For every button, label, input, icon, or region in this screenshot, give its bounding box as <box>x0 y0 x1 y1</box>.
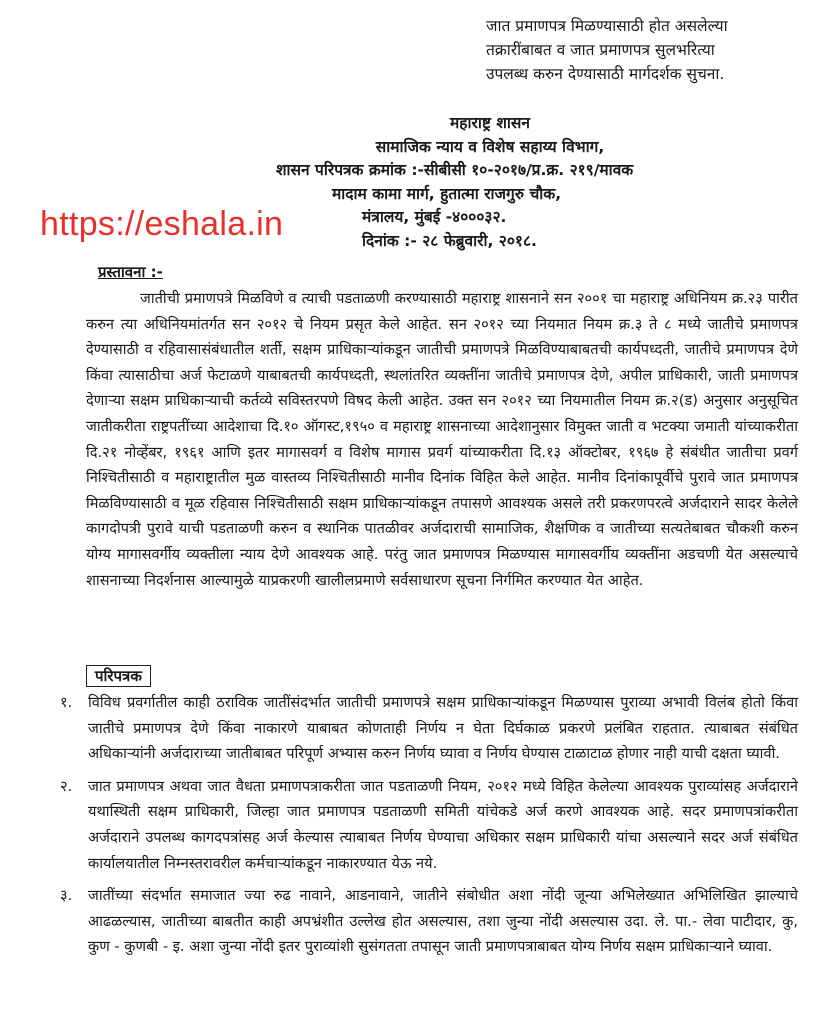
city-line: मंत्रालय, मुंबई -४०००३२. <box>362 208 507 226</box>
govt-name: महाराष्ट्र शासन <box>450 114 530 132</box>
address-line: मादाम कामा मार्ग, हुतात्मा राजगुरु चौक, <box>332 184 562 203</box>
date-line: दिनांक :- २८ फेब्रुवारी, २०१८. <box>362 231 537 250</box>
circular-item <box>60 774 798 876</box>
item-text: जातींच्या संदर्भात समाजात ज्या रुढ नावाने, आडनावाने, जातीने संबोधीत अशा नोंदी जून्या अभिलेख्यात अभिलिखित झाल्याचे आढळल्यास, जातीच्या बाबतीत काही अपभ्रंशीत उल्लेख होत असल्यास, तशा जुन्या नोंदी असल्यास उदा. ले. पा.- लेवा पाटीदार, कु, कुण - कुणबी - इ. अशा जुन्या नोंदी इतर पुराव्यांशी सुसंगतता तपासून जाती प्रमाणपत्राबाबत योग्य निर्णय सक्षम प्राधिकाऱ्याने घ्यावा. <box>88 887 798 956</box>
preamble-text: जातीची प्रमाणपत्रे मिळविणे व त्याची पडताळणी करण्यासाठी महाराष्ट्र शासनाने सन २००१ चा महाराष्ट्र अधिनियम क्र.२३ पारीत करुन त्या अधिनियमांतर्गत सन २०१२ चे नियम प्रसृत केले आहेत. सन २०१२ च्या नियमात नियम क्र.३ ते ८ मध्ये जातीचे प्रमाणपत्र देण्यासाठी व रहिवासासंबंधातील शर्ती, सक्षम प्राधिकाऱ्यांकडून जातीची प्रमाणपत्रे मिळविण्याबाबतची कार्यपध्दती, जातीचे प्रमाणपत्र देणे किंवा त्यासाठीचा अर्ज फेटाळणे याबाबतची कार्यपध्दती, स्थलांतरित व्यक्तींना जातीचे प्रमाणपत्र देणे, अपील प्राधिकारी, जाती प्रमाणपत्र देणाऱ्या सक्षम प्राधिकाऱ्याची कर्तव्ये सविस्तरपणे विषद केली आहेत. उक्त सन २०१२ च्या नियमातील नियम क्र.२(ड) अनुसार अनुसूचित जातीकरीता राष्ट्रपतींच्या आदेशाचा दि.१० ऑगस्ट,१९५० व महाराष्ट्र शासनाच्या आदेशानुसार विमुक्त जाती व भटक्या जमाती यांच्याकरीता दि.२१ नोव्हेंबर, १९६१ आणि इतर मागासवर्ग व विशेष मागास प्रवर्ग यांच्याकरीता दि.१३ ऑक्टोबर, १९६७ हे संबंधीत जातीचा प्रवर्ग निश्चितीसाठी व महाराष्ट्रातील मुळ वास्तव्य निश्चितीसाठी मानीव दिनांक विहित केले आहेत. मानीव दिनांकापूर्वीचे पुरावे जात प्रमाणपत्र मिळविण्यासाठी व मूळ रहिवास निश्चितीसाठी सक्षम प्राधिकाऱ्यांकडून तपासणे आवश्यक असले तरी प्रकरणपरत्वे अर्जदाराने सादर केलेले कागदोपत्री पुरावे याची पडताळणी करुन व स्थानिक पातळीवर अर्जदाराची सामाजिक, शैक्षणिक व जातीच्या सत्यतेबाबत चौकशी करुन योग्य मागासवर्गीय व्यक्तीला न्याय देणे आवश्यक आहे. परंतु जात प्रमाणपत्र मिळण्यास मागासवर्गीय व्यक्तींना अडचणी येत असल्याचे शासनाच्या निदर्शनास आल्यामुळे याप्रकरणी खालीलप्रमाणे सर्वसाधारण सूचना निर्गमित करण्यात येत आहेत. <box>86 290 798 589</box>
subject-block <box>486 14 806 86</box>
circular-items <box>60 690 798 960</box>
subject-line: जात प्रमाणपत्र मिळण्यासाठी होत असलेल्या <box>486 17 728 35</box>
item-number: ३. <box>60 887 73 905</box>
item-number: १. <box>60 694 73 711</box>
item-text: जात प्रमाणपत्र अथवा जात वैधता प्रमाणपत्राकरीता जात पडताळणी नियम, २०१२ मध्ये विहित केलेल्या आवश्यक पुराव्यांसह अर्जदाराने यथास्थिती सक्षम प्राधिकारी, जिल्हा जात प्रमाणपत्र पडताळणी समिती यांचेकडे अर्ज करणे आवश्यक आहे. सदर प्रमाणपत्रांकरीता अर्जदाराने उपलब्ध कागदपत्रांसह अर्ज केल्यास त्याबाबत निर्णय घेण्याचा अधिकार सक्षम प्राधिकारी यांचा असल्याने सदर अर्ज संबंधित कार्यालयातील निम्नस्तरावरील कर्मचाऱ्यांकडून नाकारण्यात येऊ नये. <box>88 777 798 872</box>
item-number: २. <box>60 777 73 795</box>
circular-item <box>60 883 798 960</box>
preamble-title: प्रस्तावना :- <box>98 263 163 281</box>
letterhead <box>276 112 650 253</box>
watermark-url: https://eshala.in <box>40 205 284 243</box>
circular-number: शासन परिपत्रक क्रमांक :-सीबीसी १०-२०१७/प्र.क्र. २१९/मावक <box>276 161 634 179</box>
subject-line: उपलब्ध करुन देण्यासाठी मार्गदर्शक सुचना. <box>486 65 725 83</box>
subject-line: तक्रारींबाबत व जात प्रमाणपत्र सुलभरित्या <box>486 41 715 59</box>
preamble-body <box>86 286 798 593</box>
circular-item <box>60 690 798 767</box>
item-text: विविध प्रवर्गातील काही ठराविक जातींसंदर्भात जातीची प्रमाणपत्रे सक्षम प्राधिकाऱ्यांकडून मिळण्यास पुराव्या अभावी विलंब होतो किंवा जातीचे प्रमाणपत्र देणे किंवा नाकारणे याबाबत कोणताही निर्णय न घेता दिर्घकाळ प्रकरणे प्रलंबित राहतात. त्याबाबत संबंधित अधिकाऱ्यांनी अर्जदाराच्या जातीबाबत परिपूर्ण अभ्यास करुन निर्णय घ्यावा व निर्णय घेण्यास टाळाटाळ होणार नाही याची दक्षता घ्यावी. <box>88 694 798 763</box>
circular-section-title: परिपत्रक <box>86 665 151 687</box>
department-name: सामाजिक न्याय व विशेष सहाय्य विभाग, <box>375 137 605 156</box>
